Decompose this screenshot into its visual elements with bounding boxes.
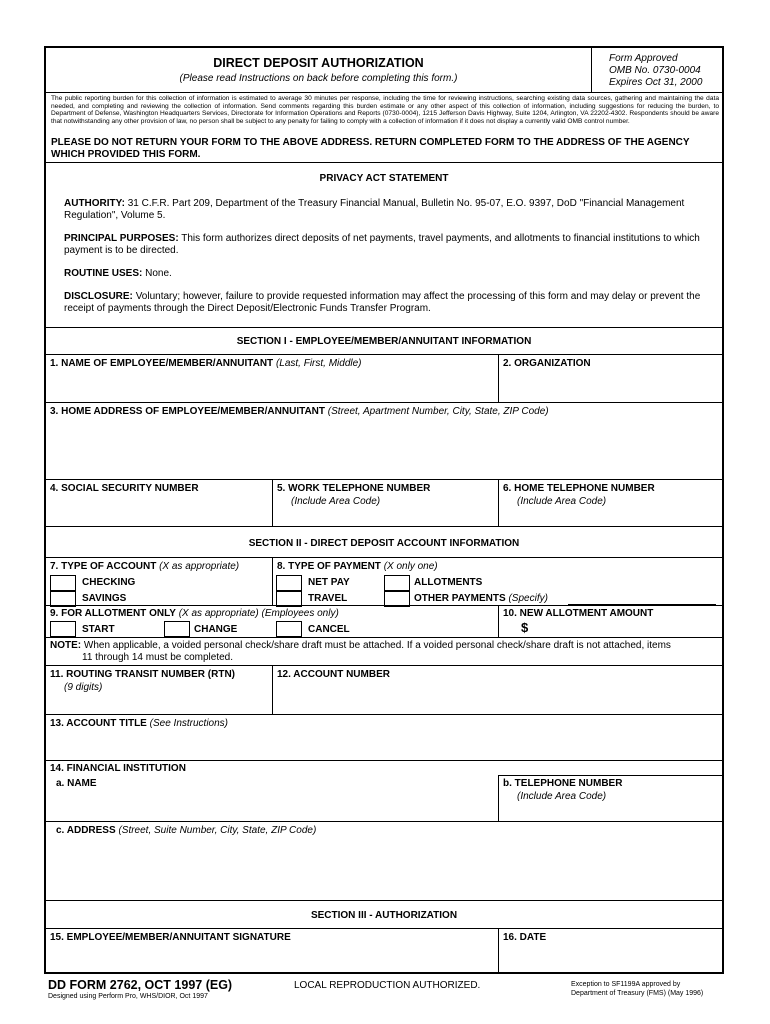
- privacy-routine: [64, 268, 704, 279]
- institution-name-label: a. NAME: [56, 778, 97, 789]
- section1-heading: SECTION I - EMPLOYEE/MEMBER/ANNUITANT INFORMATION: [236, 336, 532, 347]
- routine-text: None.: [145, 268, 172, 279]
- institution-address-label-text: c. ADDRESS: [56, 825, 116, 836]
- return-warning: PLEASE DO NOT RETURN YOUR FORM TO THE ABOVE ADDRESS. RETURN COMPLETED FORM TO THE ADDRESS OF THE AGENCY WHICH PROVIDED THIS FORM.: [51, 137, 690, 160]
- cancel-label: CANCEL: [308, 624, 350, 635]
- checking-label: CHECKING: [82, 577, 136, 588]
- form-title: DIRECT DEPOSIT AUTHORIZATION: [213, 56, 424, 70]
- section2-heading: SECTION II - DIRECT DEPOSIT ACCOUNT INFORMATION: [248, 538, 520, 549]
- account-title-label-text: 13. ACCOUNT TITLE: [50, 718, 147, 729]
- allotment-label: [50, 608, 339, 619]
- divider: [46, 327, 722, 328]
- date-field[interactable]: [499, 929, 722, 972]
- account-type-label-text: 7. TYPE OF ACCOUNT: [50, 561, 157, 572]
- exception-line-1: Exception to SF1199A approved by: [571, 981, 681, 988]
- change-label: CHANGE: [194, 624, 238, 635]
- organization-label: 2. ORGANIZATION: [503, 358, 591, 369]
- payment-type-hint: (X only one): [383, 561, 438, 572]
- net-pay-label: NET PAY: [308, 577, 350, 588]
- checking-checkbox[interactable]: [50, 575, 76, 591]
- home-address-label-text: 3. HOME ADDRESS OF EMPLOYEE/MEMBER/ANNUITANT: [50, 406, 326, 417]
- home-phone-hint: (Include Area Code): [517, 496, 607, 507]
- date-label: 16. DATE: [503, 932, 547, 943]
- signature-label: 15. EMPLOYEE/MEMBER/ANNUITANT SIGNATURE: [50, 932, 291, 943]
- routine-label: ROUTINE USES:: [64, 268, 143, 279]
- cancel-checkbox[interactable]: [276, 621, 302, 637]
- work-phone-label: 5. WORK TELEPHONE NUMBER: [277, 483, 431, 494]
- start-checkbox[interactable]: [50, 621, 76, 637]
- travel-label: TRAVEL: [308, 593, 348, 604]
- disclosure-text: Voluntary; however, failure to provide requested information may affect the processing of this form and may delay or prevent the receipt of payments through the Direct Deposit/Electronic Funds Transfer Program.: [64, 291, 701, 314]
- authority-text: 31 C.F.R. Part 209, Department of the Treasury Financial Manual, Bulletin No. 95-07, E.O. 9397, DoD "Financial Management Regulation", Volume 5.: [64, 198, 685, 221]
- disclosure-label: DISCLOSURE:: [64, 291, 133, 302]
- section3-heading: SECTION III - AUTHORIZATION: [310, 910, 458, 921]
- local-reproduction: LOCAL REPRODUCTION AUTHORIZED.: [294, 980, 481, 991]
- institution-name-field[interactable]: [46, 776, 498, 821]
- routing-number-field[interactable]: [46, 666, 272, 714]
- account-title-hint: (See Instructions): [149, 718, 229, 729]
- expiration-date: Expires Oct 31, 2000: [609, 77, 703, 88]
- work-phone-field[interactable]: [273, 480, 498, 526]
- direct-deposit-form: [44, 46, 724, 974]
- allotment-hint: (X as appropriate) (Employees only): [178, 608, 339, 619]
- home-address-label: [50, 406, 549, 417]
- purposes-label: PRINCIPAL PURPOSES:: [64, 233, 179, 244]
- note-text: [50, 640, 671, 651]
- header-divider: [591, 48, 592, 92]
- form-id: DD FORM 2762, OCT 1997 (EG): [48, 978, 233, 992]
- exception-note: [571, 980, 703, 998]
- account-type-hint: (X as appropriate): [159, 561, 240, 572]
- institution-address-label: [56, 825, 316, 836]
- account-number-field[interactable]: [273, 666, 722, 714]
- divider: [46, 162, 722, 163]
- account-type-label: [50, 561, 239, 572]
- name-label: [50, 358, 362, 369]
- ssn-field[interactable]: [46, 480, 272, 526]
- other-payments-label: [414, 593, 548, 604]
- name-field[interactable]: [46, 355, 498, 402]
- allotment-label-text: 9. FOR ALLOTMENT ONLY: [50, 608, 176, 619]
- routing-number-label: 11. ROUTING TRANSIT NUMBER (RTN): [50, 669, 235, 680]
- name-hint: (Last, First, Middle): [275, 358, 362, 369]
- institution-address-field[interactable]: [46, 822, 722, 900]
- work-phone-hint: (Include Area Code): [291, 496, 381, 507]
- institution-address-hint: (Street, Suite Number, City, State, ZIP Code): [118, 825, 317, 836]
- note-label: NOTE:: [50, 640, 82, 651]
- divider: [46, 900, 722, 901]
- organization-field[interactable]: [499, 355, 722, 402]
- designed-by: Designed using Perform Pro, WHS/DIOR, Oct 1997: [48, 993, 208, 1000]
- allotments-checkbox[interactable]: [384, 575, 410, 591]
- exception-line-2: Department of Treasury (FMS) (May 1996): [571, 990, 704, 997]
- privacy-heading: PRIVACY ACT STATEMENT: [319, 173, 449, 184]
- privacy-authority: [64, 198, 704, 222]
- account-number-label: 12. ACCOUNT NUMBER: [277, 669, 390, 680]
- allotment-amount-field[interactable]: [499, 606, 722, 637]
- note-continuation: 11 through 14 must be completed.: [82, 652, 234, 663]
- divider: [498, 775, 722, 776]
- allotments-label: ALLOTMENTS: [414, 577, 483, 588]
- net-pay-checkbox[interactable]: [276, 575, 302, 591]
- financial-institution-label: 14. FINANCIAL INSTITUTION: [50, 763, 186, 774]
- dollar-sign: $: [521, 620, 529, 635]
- ssn-label: 4. SOCIAL SECURITY NUMBER: [50, 483, 199, 494]
- allotment-amount-label: 10. NEW ALLOTMENT AMOUNT: [503, 608, 654, 619]
- omb-number: OMB No. 0730-0004: [609, 65, 701, 76]
- divider: [46, 526, 722, 527]
- signature-field[interactable]: [46, 929, 498, 972]
- payment-type-label-text: 8. TYPE OF PAYMENT: [277, 561, 381, 572]
- account-title-label: [50, 718, 228, 729]
- divider: [272, 557, 273, 605]
- routing-number-hint: (9 digits): [64, 682, 103, 693]
- other-payments-hint: (Specify): [508, 593, 548, 604]
- authority-label: AUTHORITY:: [64, 198, 125, 209]
- payment-type-label: [277, 561, 438, 572]
- institution-phone-field[interactable]: [499, 776, 722, 821]
- home-address-field[interactable]: [46, 403, 722, 479]
- omb-block: [609, 53, 702, 89]
- home-address-hint: (Street, Apartment Number, City, State, ZIP Code): [327, 406, 549, 417]
- form-approved-text: Form Approved: [609, 53, 678, 64]
- purposes-text: This form authorizes direct deposits of net payments, travel payments, and allotments to financial institutions to which payment is to be directed.: [64, 233, 700, 256]
- note-body: When applicable, a voided personal check/share draft must be attached. If a voided personal check/share draft is not attached, items: [83, 640, 671, 651]
- change-checkbox[interactable]: [164, 621, 190, 637]
- savings-label: SAVINGS: [82, 593, 127, 604]
- other-payments-text: OTHER PAYMENTS: [414, 593, 506, 604]
- institution-phone-hint: (Include Area Code): [517, 791, 607, 802]
- institution-phone-label: b. TELEPHONE NUMBER: [503, 778, 623, 789]
- divider: [46, 557, 722, 558]
- privacy-purposes: [64, 233, 704, 257]
- form-subtitle: (Please read Instructions on back before completing this form.): [179, 73, 458, 84]
- divider: [46, 92, 722, 93]
- home-phone-label: 6. HOME TELEPHONE NUMBER: [503, 483, 655, 494]
- home-phone-field[interactable]: [499, 480, 722, 526]
- divider: [46, 637, 722, 638]
- account-title-field[interactable]: [46, 715, 722, 760]
- name-label-text: 1. NAME OF EMPLOYEE/MEMBER/ANNUITANT: [50, 358, 274, 369]
- divider: [46, 760, 722, 761]
- start-label: START: [82, 624, 115, 635]
- burden-statement: The public reporting burden for this collection of information is estimated to average 30 minutes per response, including the time for reviewing instructions, searching existing data sources, gathering and maintaining the data needed, and completing and reviewing the collection of information. Send comments regarding this burden estimate or any other aspect of this collection of information, including suggestions for reducing the burden, to Department of Defense, Washington Headquarters Services, Directorate for Information Operations and Reports (0730-0004), 1215 Jefferson Davis Highway, Suite 1204, Arlington, VA 22202-4302. Respondents should be aware that notwithstanding any other provision of law, no person shall be subject to any penalty for failing to comply with a collection of information if it does not display a currently valid OMB control number.: [51, 95, 719, 126]
- privacy-disclosure: [64, 291, 704, 315]
